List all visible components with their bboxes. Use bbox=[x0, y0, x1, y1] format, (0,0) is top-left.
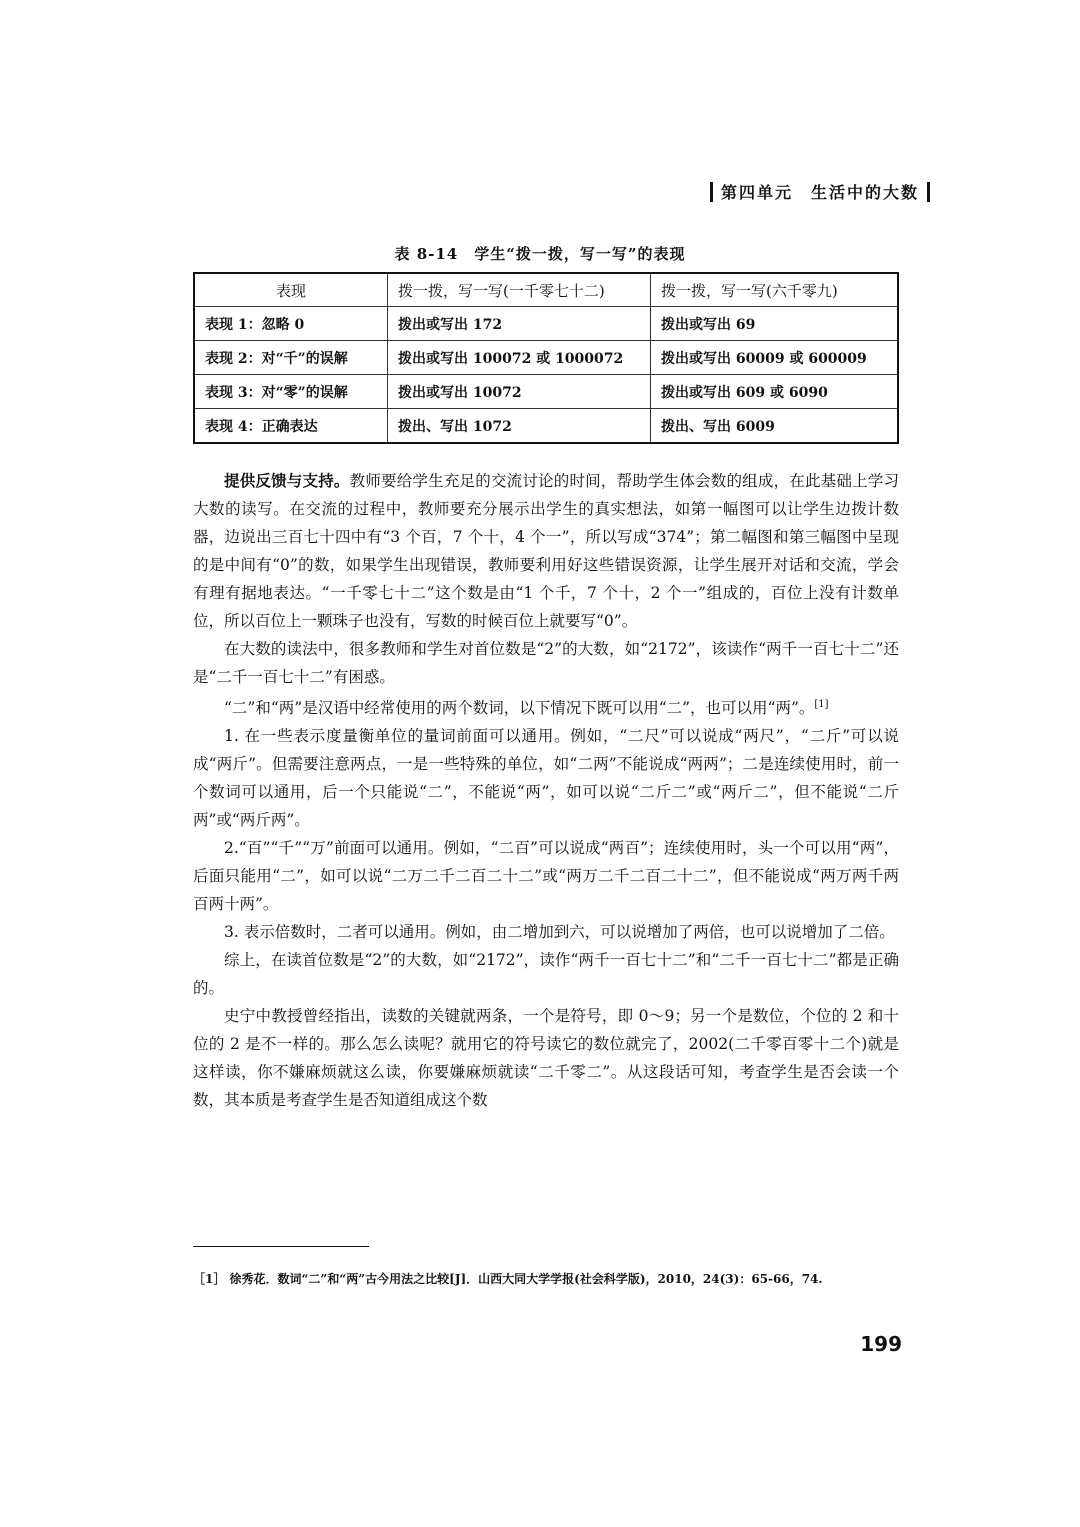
page-number: 199 bbox=[860, 1332, 902, 1356]
paragraph-feedback bbox=[193, 467, 899, 635]
table-cell: 表现 4：正确表达 bbox=[194, 409, 388, 444]
table-caption: 表 8-14 学生“拨一拨，写一写”的表现 bbox=[394, 245, 686, 263]
paragraph: 综上，在读首位数是“2”的大数，如“2172”，读作“两千一百七十二”和“二千一百七十二”都是正确的。 bbox=[193, 951, 899, 998]
table-header-cell: 拨一拨，写一写(六千零九) bbox=[651, 273, 899, 307]
table-cell: 拨出或写出 172 bbox=[388, 307, 651, 341]
table-cell: 拨出或写出 100072 或 1000072 bbox=[388, 341, 651, 375]
footnote-divider bbox=[193, 1246, 369, 1247]
table-cell: 表现 3：对“零”的误解 bbox=[194, 375, 388, 409]
table-cell: 拨出、写出 1072 bbox=[388, 409, 651, 444]
paragraph: 3. 表示倍数时，二者可以通用。例如，由二增加到六，可以说增加了两倍，也可以说增加了二倍。 bbox=[224, 923, 895, 942]
body-text bbox=[193, 467, 899, 1114]
table-header-cell: 拨一拨，写一写(一千零七十二) bbox=[388, 273, 651, 307]
table-header-cell: 表现 bbox=[194, 273, 388, 307]
table-cell: 表现 1：忽略 0 bbox=[194, 307, 388, 341]
paragraph bbox=[193, 691, 899, 722]
running-header bbox=[702, 180, 938, 203]
paragraph-lead: 提供反馈与支持。 bbox=[224, 471, 350, 490]
table-cell: 拨出、写出 6009 bbox=[651, 409, 899, 444]
table-row bbox=[194, 409, 898, 444]
header-divider bbox=[927, 182, 930, 202]
table-row bbox=[194, 375, 898, 409]
table-row bbox=[194, 307, 898, 341]
table-cell: 拨出或写出 69 bbox=[651, 307, 899, 341]
header-unit: 第四单元 bbox=[720, 183, 793, 202]
header-topic: 生活中的大数 bbox=[810, 183, 919, 202]
paragraph: 2.“百”“千”“万”前面可以通用。例如，“二百”可以说成“两百”；连续使用时，头一个可以用“两”，后面只能用“二”，如可以说“二万二千二百二十二”或“两万二千二百二十二”，但不能说成“两万两千两百两十两”。 bbox=[193, 839, 899, 914]
table-cell: 表现 2：对“千”的误解 bbox=[194, 341, 388, 375]
table-row bbox=[194, 341, 898, 375]
table-cell: 拨出或写出 609 或 6090 bbox=[651, 375, 899, 409]
performance-table bbox=[193, 272, 899, 444]
paragraph-text: 教师要给学生充足的交流讨论的时间，帮助学生体会数的组成，在此基础上学习大数的读写。在交流的过程中，教师要充分展示出学生的真实想法，如第一幅图可以让学生边拨计数器，边说出三百七十四中有“3 个百，7 个十，4 个一”，所以写成“374”；第二幅图和第三幅图中呈现的是中间有“0”的数，如果学生出现错误，教师要利用好这些错误资源，让学生展开对话和交流，学会有理有据地表达。“一千零七十二”这个数是由“1 个千，7 个十，2 个一”组成的，百位上没有计数单位，所以百位上一颗珠子也没有，写数的时候百位上就要写“0”。 bbox=[193, 472, 899, 630]
table-header-row bbox=[194, 273, 898, 307]
table-cell: 拨出或写出 60009 或 600009 bbox=[651, 341, 899, 375]
table-cell: 拨出或写出 10072 bbox=[388, 375, 651, 409]
footnote-reference: [1] bbox=[814, 699, 829, 710]
paragraph-text: “二”和“两”是汉语中经常使用的两个数词，以下情况下既可以用“二”，也可以用“两”。 bbox=[224, 699, 815, 718]
header-divider bbox=[710, 182, 713, 202]
footnote: ［1］ 徐秀花．数词“二”和“两”古今用法之比较[J]．山西大同大学学报(社会科学版)，2010，24(3)：65-66，74. bbox=[193, 1272, 823, 1286]
paragraph: 史宁中教授曾经指出，读数的关键就两条，一个是符号，即 0～9；另一个是数位，个位的 2 和十位的 2 是不一样的。那么怎么读呢？就用它的符号读它的数位就完了，2002(二千零百零十二个)就是这样读，你不嫌麻烦就这么读，你要嫌麻烦就读“二千零二”。从这段话可知，考查学生是否会读一个数，其本质是考查学生是否知道组成这个数 bbox=[193, 1007, 899, 1110]
paragraph: 1. 在一些表示度量衡单位的量词前面可以通用。例如，“二尺”可以说成“两尺”，“二斤”可以说成“两斤”。但需要注意两点，一是一些特殊的单位，如“二两”不能说成“两两”；二是连续使用时，前一个数词可以通用，后一个只能说“二”，不能说“两”，如可以说“二斤二”或“两斤二”，但不能说“二斤两”或“两斤两”。 bbox=[193, 727, 899, 830]
paragraph: 在大数的读法中，很多教师和学生对首位数是“2”的大数，如“2172”，该读作“两千一百七十二”还是“二千一百七十二”有困惑。 bbox=[193, 640, 899, 686]
